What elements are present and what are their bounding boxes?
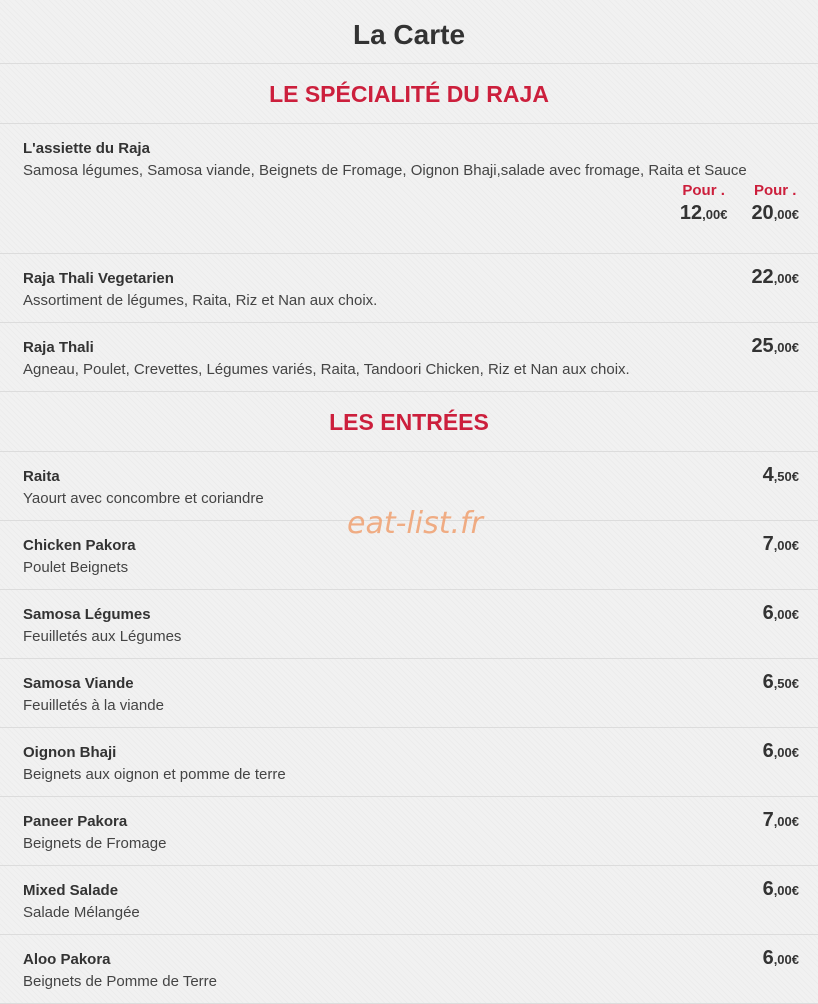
price-cents: ,00€ <box>773 607 799 622</box>
item-price <box>763 947 799 970</box>
page-title: La Carte <box>0 0 818 64</box>
item-price <box>763 740 799 763</box>
price-cents: ,50€ <box>773 469 799 484</box>
section-header-entrees: LES ENTRÉES <box>0 392 818 452</box>
price-option <box>751 182 799 228</box>
price-option-value <box>751 200 799 228</box>
menu-item <box>0 797 818 866</box>
item-name: Oignon Bhaji <box>23 744 117 761</box>
menu-item <box>0 659 818 728</box>
item-price <box>751 335 799 358</box>
menu-item <box>0 935 818 1004</box>
menu-item <box>0 866 818 935</box>
item-desc: Feuilletés à la viande <box>23 697 164 714</box>
menu-item <box>0 323 818 392</box>
price-cents: ,00€ <box>773 745 799 760</box>
item-desc: Salade Mélangée <box>23 904 140 921</box>
price-cents: ,00€ <box>702 207 728 222</box>
item-price <box>763 533 799 556</box>
item-desc: Assortiment de légumes, Raita, Riz et Nan aux choix. <box>23 292 378 309</box>
item-desc: Beignets de Pomme de Terre <box>23 973 217 990</box>
price-option-label: Pour . <box>753 182 797 199</box>
price-main: 6 <box>762 602 774 624</box>
price-main: 6 <box>762 740 774 762</box>
item-desc: Yaourt avec concombre et coriandre <box>23 490 264 507</box>
price-cents: ,00€ <box>773 814 799 829</box>
item-name: Raja Thali <box>23 339 94 356</box>
item-name: Samosa Viande <box>23 675 134 692</box>
item-desc: Beignets de Fromage <box>23 835 167 852</box>
price-option <box>680 182 728 228</box>
item-name: Aloo Pakora <box>23 951 111 968</box>
menu-item <box>0 728 818 797</box>
watermark: eat-list.fr <box>347 506 483 541</box>
item-name: Mixed Salade <box>23 882 119 899</box>
item-name: L'assiette du Raja <box>23 140 150 157</box>
item-price <box>763 809 799 832</box>
item-price <box>763 602 799 625</box>
item-name: Samosa Légumes <box>23 606 151 623</box>
menu-item <box>0 254 818 323</box>
price-cents: ,00€ <box>773 952 799 967</box>
price-cents: ,00€ <box>773 538 799 553</box>
item-price <box>763 464 799 487</box>
price-cents: ,00€ <box>773 340 799 355</box>
item-name: Chicken Pakora <box>23 537 136 554</box>
item-price <box>763 878 799 901</box>
price-cents: ,00€ <box>773 883 799 898</box>
multi-prices <box>680 182 799 228</box>
item-desc: Poulet Beignets <box>23 559 129 576</box>
price-cents: ,00€ <box>773 271 799 286</box>
price-cents: ,50€ <box>773 676 799 691</box>
price-cents: ,00€ <box>773 207 799 222</box>
item-desc: Samosa légumes, Samosa viande, Beignets de Fromage, Oignon Bhaji,salade avec fromage, Raita et Sauce <box>23 162 747 179</box>
price-option-value <box>680 200 728 228</box>
price-main: 6 <box>762 878 774 900</box>
price-main: 7 <box>762 533 774 555</box>
price-main: 7 <box>762 809 774 831</box>
price-main: 12 <box>679 202 703 224</box>
price-main: 6 <box>762 671 774 693</box>
item-desc: Agneau, Poulet, Crevettes, Légumes variés, Raita, Tandoori Chicken, Riz et Nan aux choix. <box>23 361 630 378</box>
item-desc: Beignets aux oignon et pomme de terre <box>23 766 286 783</box>
section-header-specialites: LE SPÉCIALITÉ DU RAJA <box>0 64 818 124</box>
price-option-label: Pour . <box>682 182 725 199</box>
item-name: Paneer Pakora <box>23 813 128 830</box>
item-name: Raja Thali Vegetarien <box>23 270 174 287</box>
menu-item <box>0 590 818 659</box>
item-price <box>763 671 799 694</box>
item-price <box>751 266 799 289</box>
menu-item <box>0 124 818 254</box>
price-main: 22 <box>751 266 774 288</box>
item-desc: Feuilletés aux Légumes <box>23 628 182 645</box>
price-main: 20 <box>751 202 774 224</box>
item-name: Raita <box>23 468 60 485</box>
price-main: 4 <box>762 464 774 486</box>
price-main: 6 <box>762 947 774 969</box>
price-main: 25 <box>751 335 774 357</box>
